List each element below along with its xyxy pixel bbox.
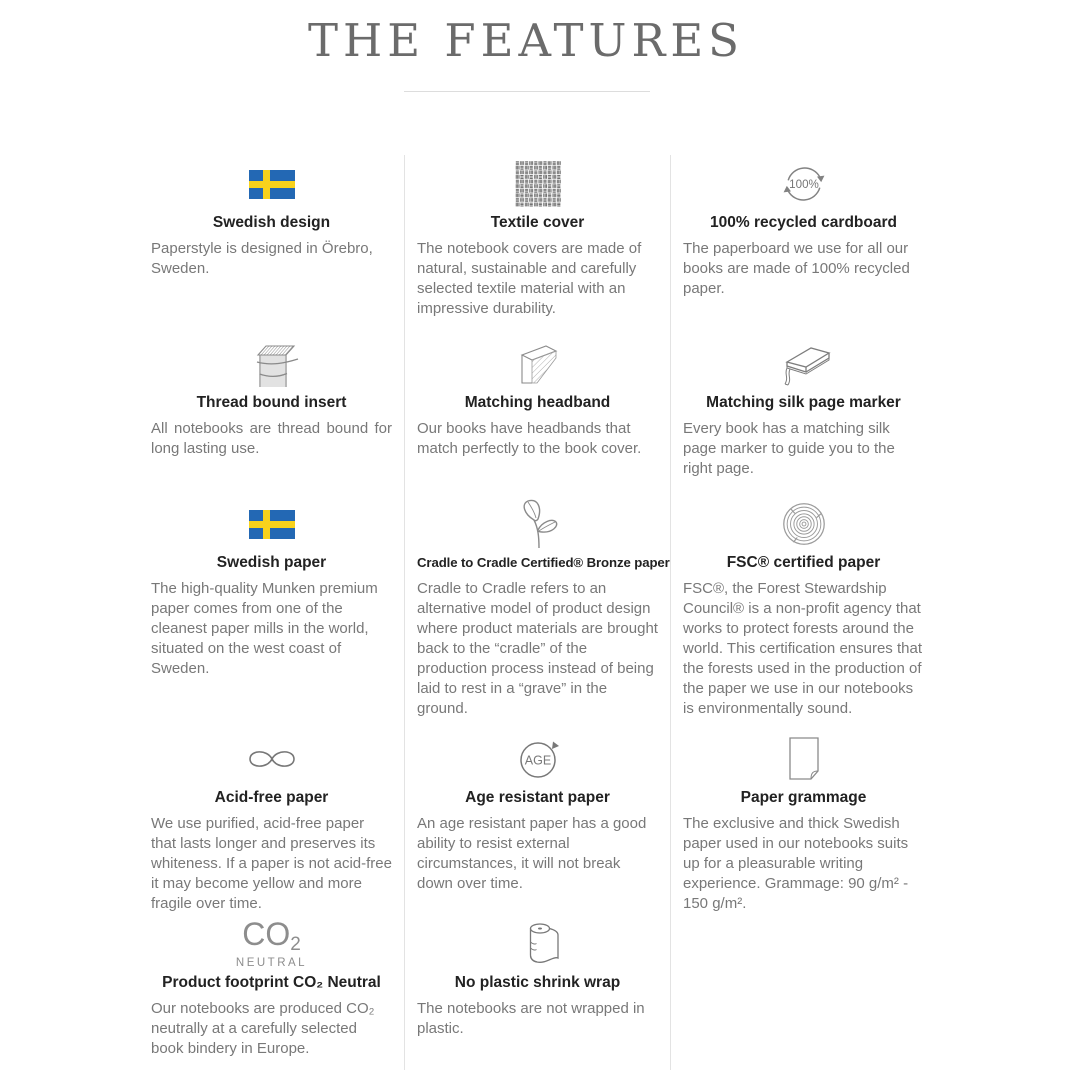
co2-neutral-icon: CO2 NEUTRAL xyxy=(235,916,308,970)
feature-title: Age resistant paper xyxy=(465,789,610,806)
feature-title: No plastic shrink wrap xyxy=(454,974,621,991)
feature-title: Matching silk page marker xyxy=(706,394,901,411)
feature-item xyxy=(139,335,404,495)
feature-item xyxy=(405,335,670,495)
swedish-flag-icon xyxy=(151,161,392,207)
feature-title: Textile cover xyxy=(490,214,585,231)
book-page-marker-icon xyxy=(683,341,924,387)
feature-description: FSC®, the Forest Stewardship Council® is a non-profit agency that works to protect forests around the world. This certification ensures that the forests used in the production of the paper we use in our notebooks is environmentally sound. xyxy=(683,580,922,717)
infinity-icon xyxy=(151,736,392,782)
feature-title: Matching headband xyxy=(464,394,611,411)
recycled-100-icon xyxy=(683,161,924,207)
feature-description: The paperboard we use for all our books are made of 100% recycled paper. xyxy=(683,240,910,297)
feature-description: Paperstyle is designed in Örebro, Sweden. xyxy=(151,240,373,277)
feature-description: Our notebooks are produced CO₂ neutrally at a carefully selected book bindery in Europe. xyxy=(151,1000,375,1057)
feature-item xyxy=(671,335,936,495)
feature-description: All notebooks are thread bound for long lasting use. xyxy=(151,420,392,457)
feature-title: Swedish design xyxy=(212,214,331,231)
feature-title: FSC® certified paper xyxy=(726,554,881,571)
feature-item xyxy=(405,915,670,1055)
page-title: THE FEATURES xyxy=(307,14,745,67)
feature-item xyxy=(139,915,404,1055)
features-column-3 xyxy=(670,155,936,1070)
swedish-flag-icon xyxy=(151,501,392,547)
feature-item xyxy=(139,495,404,730)
features-column-2 xyxy=(404,155,670,1070)
age-circle-icon xyxy=(417,736,658,782)
headband-icon xyxy=(417,341,658,387)
textile-pattern-icon xyxy=(417,161,658,207)
feature-item xyxy=(139,730,404,915)
paper-sheet-icon xyxy=(683,736,924,782)
tree-rings-icon xyxy=(683,501,924,547)
plastic-roll-icon xyxy=(417,921,658,967)
feature-description: The notebooks are not wrapped in plastic. xyxy=(417,1000,645,1037)
feature-description: The high-quality Munken premium paper comes from one of the cleanest paper mills in the world, situated on the west coast of Sweden. xyxy=(151,580,378,677)
feature-description: Cradle to Cradle refers to an alternative model of product design where product materials are brought back to the “cradle” of the production process instead of being laid to rest in a “grave” in the ground. xyxy=(417,580,658,717)
feature-description: Every book has a matching silk page marker to guide you to the right page. xyxy=(683,420,895,477)
feature-title: Swedish paper xyxy=(216,554,327,571)
feature-description: The notebook covers are made of natural, sustainable and carefully selected textile material with an impressive durability. xyxy=(417,240,642,317)
feature-description: An age resistant paper has a good ability to resist external circumstances, it will not break down over time. xyxy=(417,815,647,892)
feature-description: Our books have headbands that match perfectly to the book cover. xyxy=(417,420,642,457)
features-grid xyxy=(139,155,936,1070)
feature-item xyxy=(405,730,670,915)
features-column-1 xyxy=(139,155,404,1070)
svg-text:AGE: AGE xyxy=(524,753,551,768)
feature-item xyxy=(671,730,936,915)
svg-text:100%: 100% xyxy=(788,178,819,192)
thread-bound-icon xyxy=(151,341,392,387)
feature-description: The exclusive and thick Swedish paper used in our notebooks suits up for a pleasurable writing experience. Grammage: 90 g/m² - 150 g/m². xyxy=(683,815,909,912)
feature-description: We use purified, acid-free paper that lasts longer and preserves its whiteness. If a paper is not acid-free it may become yellow and more fragile over time. xyxy=(151,815,392,912)
feature-title: 100% recycled cardboard xyxy=(710,214,897,231)
title-divider xyxy=(404,91,650,92)
plant-leaves-icon xyxy=(417,501,658,547)
feature-title: Paper grammage xyxy=(740,789,867,806)
feature-item xyxy=(139,155,404,335)
feature-item xyxy=(405,155,670,335)
feature-title: Cradle to Cradle Certified® Bronze paper xyxy=(417,555,670,570)
feature-title: Product footprint CO₂ Neutral xyxy=(162,974,381,991)
feature-item xyxy=(405,495,670,730)
feature-item xyxy=(671,495,936,730)
feature-title: Thread bound insert xyxy=(196,394,347,411)
feature-title: Acid-free paper xyxy=(214,789,329,806)
feature-item xyxy=(671,155,936,335)
